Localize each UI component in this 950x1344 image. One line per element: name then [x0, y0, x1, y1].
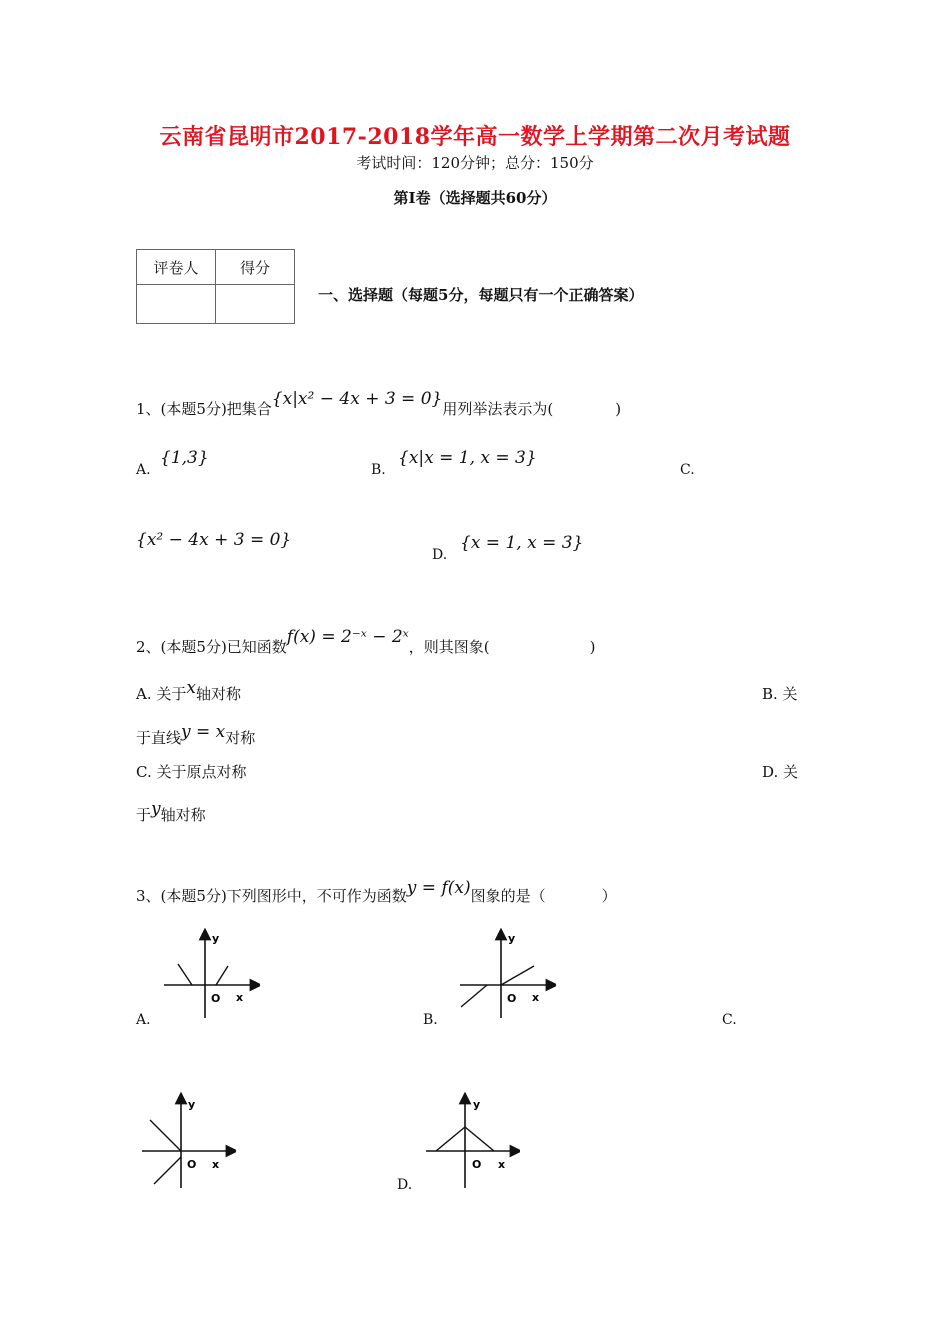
page-title: 云南省昆明市2017-2018学年高一数学上学期第二次月考试题 — [159, 124, 791, 150]
question-2-suffix: ，则其图象( — [408, 638, 490, 656]
q2-option-a-var: x — [186, 678, 196, 698]
q2-option-b-end: 对称 — [225, 729, 256, 747]
x-axis-label: x — [498, 1158, 506, 1171]
q1-option-b[interactable]: {x|x = 1, x = 3} — [398, 448, 537, 468]
grader-header: 评卷人 — [137, 250, 216, 285]
q1-option-c[interactable]: {x² − 4x + 3 = 0} — [136, 530, 292, 550]
q3-option-d-label[interactable]: D. — [397, 1177, 413, 1193]
origin-label: O — [507, 992, 517, 1005]
graph-b[interactable] — [456, 928, 556, 1022]
grader-table — [136, 249, 295, 324]
score-header: 得分 — [216, 250, 295, 285]
score-cell[interactable] — [216, 285, 295, 324]
question-1 — [136, 389, 622, 419]
q2-option-a[interactable] — [136, 678, 241, 704]
q2-option-b-start[interactable]: B. 关 — [762, 685, 798, 703]
q2-option-d-var: y — [151, 799, 161, 819]
volume-heading: 第Ⅰ卷（选择题共60分） — [393, 189, 557, 207]
q1-option-a-label[interactable]: A. — [136, 462, 151, 478]
exam-info: 考试时间：120分钟；总分：150分 — [356, 154, 594, 172]
y-axis-label: y — [473, 1098, 481, 1111]
question-2-prefix: 2、(本题5分)已知函数 — [136, 638, 287, 656]
q2-option-a-end: 轴对称 — [195, 685, 241, 703]
graph-a[interactable] — [160, 928, 260, 1022]
x-axis-label: x — [532, 991, 540, 1004]
q2-option-b-text: 于直线 — [136, 729, 182, 747]
q1-option-a[interactable]: {1,3} — [160, 448, 209, 468]
question-2-close: ) — [589, 638, 596, 656]
x-axis-label: x — [236, 991, 244, 1004]
q1-option-d-label[interactable]: D. — [432, 547, 448, 563]
question-1-set: {x|x² − 4x + 3 = 0} — [271, 389, 443, 409]
y-axis-label: y — [188, 1098, 196, 1111]
graph-b-left-segment — [461, 985, 487, 1007]
origin-label: O — [472, 1158, 482, 1171]
origin-label: O — [211, 992, 221, 1005]
q2-option-b[interactable] — [136, 722, 256, 748]
q3-option-b-label[interactable]: B. — [423, 1012, 438, 1028]
x-axis-label: x — [212, 1158, 220, 1171]
q1-option-c-label[interactable]: C. — [680, 462, 695, 478]
q2-option-d-text: 于 — [136, 806, 152, 824]
question-1-prefix: 1、(本题5分)把集合 — [136, 400, 272, 418]
q2-option-b-var: y = x — [181, 722, 226, 742]
question-3-func: y = f(x) — [406, 878, 471, 898]
q3-option-c-label[interactable]: C. — [722, 1012, 737, 1028]
q2-option-d-end: 轴对称 — [160, 806, 206, 824]
q2-option-d-start[interactable]: D. 关 — [762, 763, 799, 781]
question-3-close: ） — [601, 887, 617, 905]
q3-option-a-label[interactable]: A. — [136, 1012, 151, 1028]
q1-option-b-label[interactable]: B. — [371, 462, 386, 478]
graph-a-right-segment — [216, 966, 228, 985]
question-2-func: f(x) = 2⁻ˣ − 2ˣ — [286, 627, 409, 647]
q2-option-d[interactable] — [136, 799, 206, 825]
question-2 — [136, 627, 596, 657]
graph-d[interactable] — [420, 1092, 520, 1192]
origin-label: O — [187, 1158, 197, 1171]
y-axis-label: y — [508, 932, 516, 945]
q2-option-a-text: A. 关于 — [136, 685, 187, 703]
q1-option-d[interactable]: {x = 1, x = 3} — [460, 533, 584, 553]
question-3-suffix: 图象的是（ — [470, 887, 546, 905]
question-1-close: ) — [615, 400, 622, 418]
question-3-prefix: 3、(本题5分)下列图形中，不可作为函数 — [136, 887, 407, 905]
q2-option-c[interactable]: C. 关于原点对称 — [136, 763, 247, 781]
section-heading: 一、选择题（每题5分，每题只有一个正确答案） — [318, 286, 644, 304]
graph-a-left-segment — [178, 964, 192, 985]
graph-c-upper-segment — [150, 1120, 181, 1151]
graph-c-lower-segment — [154, 1157, 181, 1184]
graph-b-right-segment — [501, 966, 534, 985]
grader-cell[interactable] — [137, 285, 216, 324]
graph-c[interactable] — [136, 1092, 236, 1192]
question-1-suffix: 用列举法表示为( — [442, 400, 554, 418]
y-axis-label: y — [212, 932, 220, 945]
question-3 — [136, 878, 617, 906]
